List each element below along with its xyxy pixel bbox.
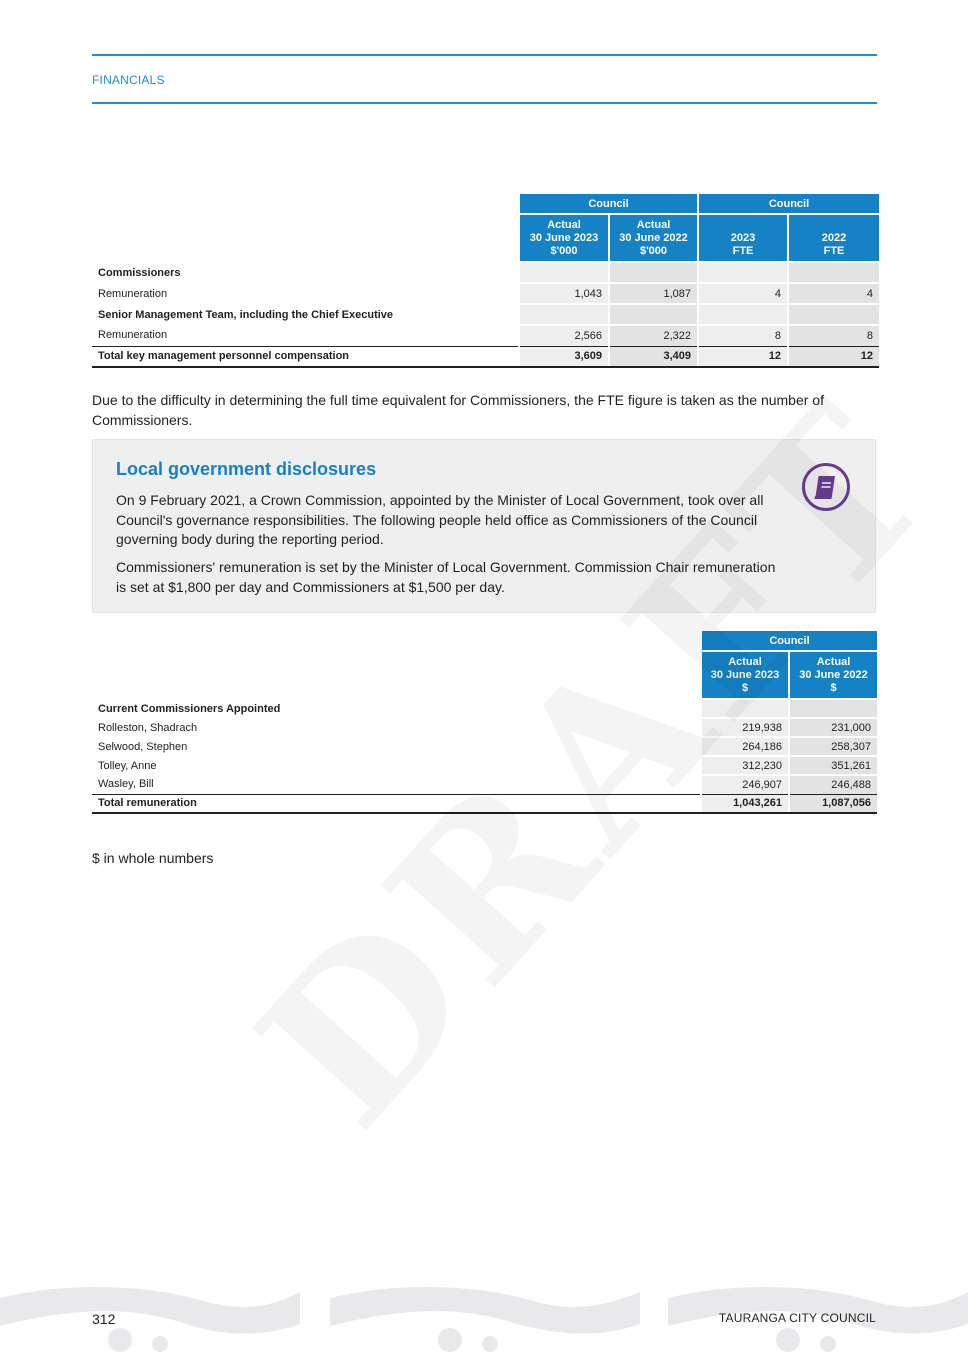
cell: 1,087 — [609, 283, 698, 304]
cell: 4 — [788, 283, 879, 304]
row-label: Tolley, Anne — [98, 759, 157, 772]
page-number: 312 — [92, 1311, 116, 1327]
kmp-col-header: 2023 FTE — [698, 214, 788, 262]
cell: 2,566 — [519, 325, 609, 346]
cell: 246,907 — [701, 775, 789, 794]
cell: 219,938 — [701, 718, 789, 737]
cell — [519, 262, 609, 283]
row-label: Total key management personnel compensation — [92, 346, 519, 367]
cell: 351,261 — [789, 756, 877, 775]
row-label: Total remuneration — [92, 794, 701, 813]
table-row — [92, 699, 877, 718]
commissioners-table — [92, 631, 877, 814]
comm-col-header: Actual 30 June 2022 $ — [789, 651, 877, 699]
cell: 12 — [788, 346, 879, 367]
row-label: Senior Management Team, including the Chief Executive — [98, 308, 394, 321]
row-label: Wasley, Bill — [98, 778, 154, 791]
total-row — [92, 346, 879, 367]
kmp-blank-subhead — [92, 214, 519, 262]
footer-organisation: TAURANGA CITY COUNCIL — [718, 1311, 876, 1325]
cell: 2,322 — [609, 325, 698, 346]
cell: 1,043,261 — [701, 794, 789, 813]
cell: 3,609 — [519, 346, 609, 367]
row-label: Rolleston, Shadrach — [98, 721, 198, 734]
cell — [788, 262, 879, 283]
cell — [789, 699, 877, 718]
comm-group-header: Council — [701, 631, 877, 651]
table-row — [92, 756, 877, 775]
cell: 3,409 — [609, 346, 698, 367]
row-label: Remuneration — [98, 329, 168, 342]
kmp-blank-head — [92, 194, 519, 214]
table-row — [92, 718, 877, 737]
kmp-col-header: Actual 30 June 2023 $'000 — [519, 214, 609, 262]
kmp-col-header: Actual 30 June 2022 $'000 — [609, 214, 698, 262]
fte-note: Due to the difficulty in determining the full time equivalent for Commissioners, the FTE figure is taken as the number of Commissioners. — [92, 392, 824, 428]
cell: 4 — [698, 283, 788, 304]
table-row — [92, 737, 877, 756]
kmp-table — [92, 194, 879, 368]
table-row — [92, 262, 879, 283]
comm-blank-subhead — [92, 651, 701, 699]
cell — [698, 304, 788, 325]
header-top-rule — [92, 54, 877, 56]
kmp-col-header: 2022 FTE — [788, 214, 879, 262]
cell: 312,230 — [701, 756, 789, 775]
total-row — [92, 794, 877, 813]
cell — [788, 304, 879, 325]
cell: 258,307 — [789, 737, 877, 756]
disclosure-paragraph: Commissioners' remuneration is set by the Minister of Local Government. Commission Chair remuneration is set at $1,800 per day and Commissioners at $1,500 per day. — [116, 559, 776, 595]
cell — [609, 262, 698, 283]
whole-numbers-note: $ in whole numbers — [92, 850, 214, 866]
cell — [698, 262, 788, 283]
header-bottom-rule — [92, 102, 877, 104]
row-label: Commissioners — [98, 266, 181, 279]
cell: 8 — [788, 325, 879, 346]
cell: 264,186 — [701, 737, 789, 756]
kmp-group-header: Council — [698, 194, 879, 214]
kmp-group-header: Council — [519, 194, 698, 214]
book-icon — [802, 463, 850, 511]
comm-col-header: Actual 30 June 2023 $ — [701, 651, 789, 699]
table-row — [92, 775, 877, 794]
cell — [519, 304, 609, 325]
cell: 1,087,056 — [789, 794, 877, 813]
table-row — [92, 304, 879, 325]
table-row — [92, 283, 879, 304]
cell: 231,000 — [789, 718, 877, 737]
comm-blank-head — [92, 631, 701, 651]
disclosure-title: Local government disclosures — [116, 459, 377, 479]
row-label: Current Commissioners Appointed — [98, 702, 281, 715]
row-label: Remuneration — [98, 287, 168, 300]
cell: 12 — [698, 346, 788, 367]
table-row — [92, 325, 879, 346]
section-label: FINANCIALS — [92, 73, 165, 87]
disclosure-paragraph: On 9 February 2021, a Crown Commission, appointed by the Minister of Local Government, took over all Council's governance responsibilities. The following people held office as Commissioners of the Council governing body during the reporting period. — [116, 492, 764, 547]
disclosure-panel — [92, 439, 876, 613]
cell: 8 — [698, 325, 788, 346]
cell: 246,488 — [789, 775, 877, 794]
row-label: Selwood, Stephen — [98, 740, 188, 753]
cell — [701, 699, 789, 718]
cell: 1,043 — [519, 283, 609, 304]
cell — [609, 304, 698, 325]
